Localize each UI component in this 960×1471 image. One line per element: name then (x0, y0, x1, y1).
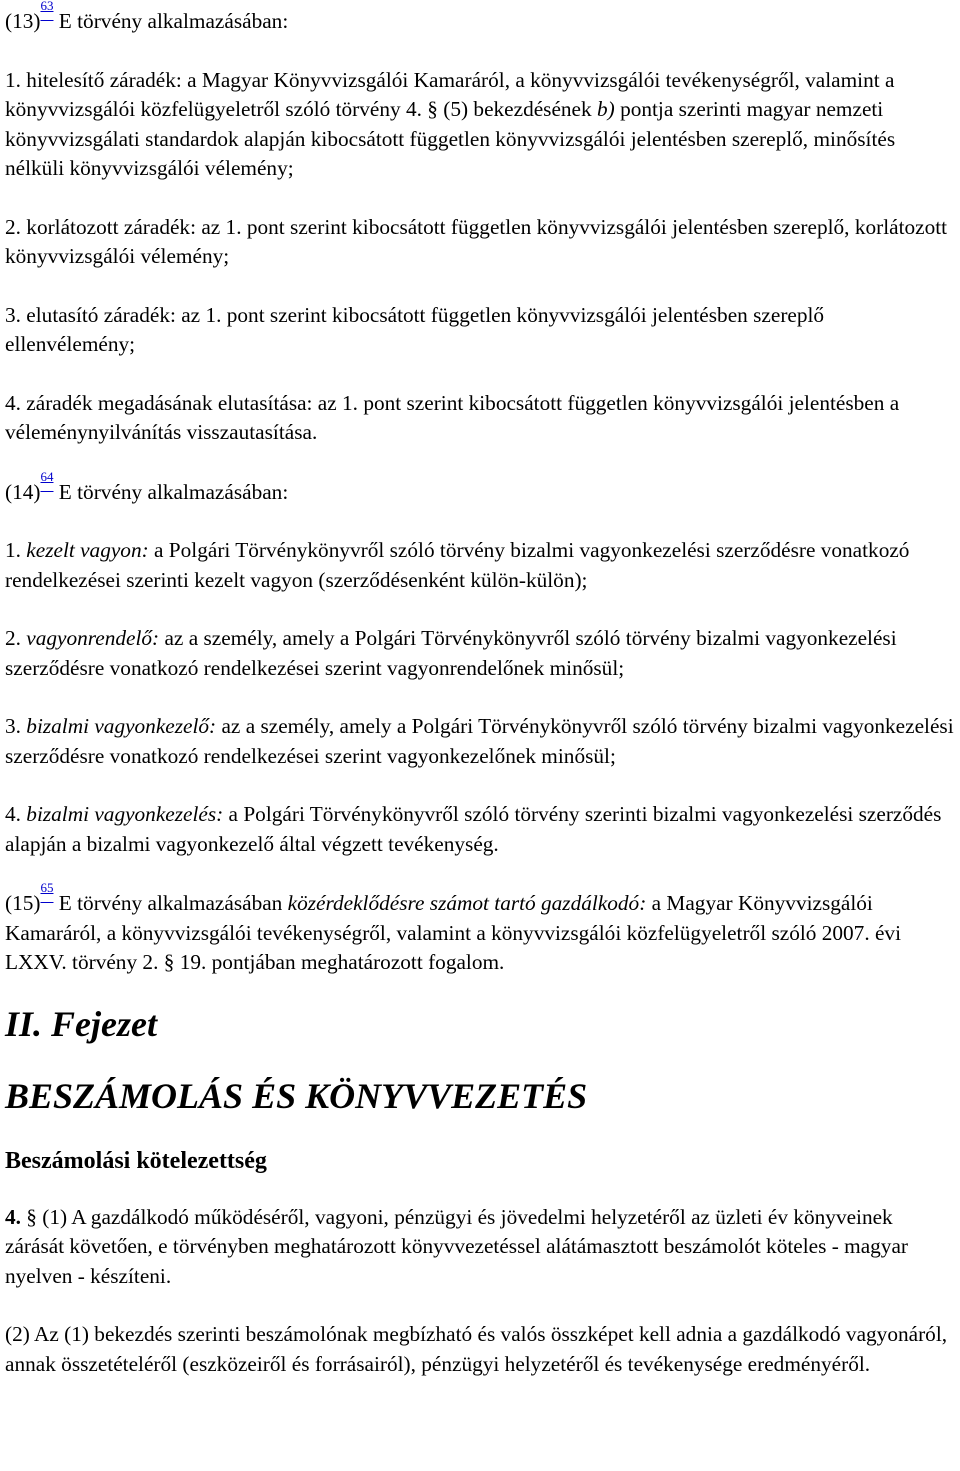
definition-item: 1. hitelesítő záradék: a Magyar Könyvvizsgálói Kamaráról, a könyvvizsgálói tevékenységről, valamint a könyvvizsgálói közfelügyeletről szóló törvény 4. § (5) bekezdésének b) pontja szerinti magyar nemzeti könyvvizsgálati standardok alapján kibocsátott független könyvvizsgálói jelentésben szereplő, minősítés nélküli könyvvizsgálói vélemény; (5, 67, 896, 180)
emphasis: b) (597, 97, 615, 121)
paragraph-15: $(15)^{65}$ E törvény alkalmazásában közérdeklődésre számot tartó gazdálkodó: a Magyar Könyvvizsgálói Kamaráról, a könyvvizsgálói tevékenységről, valamint a könyvvizsgálói közfelügyeletről szóló 2007. évi LXXV. törvény 2. § 19. pontjában meghatározott fogalom. (5, 880, 901, 974)
definition-item: 2. korlátozott záradék: az 1. pont szerint kibocsátott független könyvvizsgálói jelentésben szereplő, korlátozott könyvvizsgálói vélemény; (5, 214, 948, 268)
section-number: 4. (5, 1204, 21, 1229)
defined-term: vagyonrendelő: (26, 626, 160, 650)
section-4-paragraph-2: (2) Az (1) bekezdés szerinti beszámolónak megbízható és valós összképet kell adnia a gazdálkodó vagyonáról, annak összetételéről (eszközeiről és forrásairól), pénzügyi helyzetéről és tevékenysége eredményéről. (5, 1322, 948, 1376)
document-page (5, 0, 955, 1379)
paragraph-text: E törvény alkalmazásában: (53, 479, 289, 504)
defined-term: kezelt vagyon: (26, 538, 149, 562)
paragraph-text: E törvény alkalmazásában: (53, 9, 289, 33)
defined-term: bizalmi vagyonkezelés: (26, 802, 224, 826)
paragraph-number: (13) (5, 9, 41, 33)
definition-item: 3. bizalmi vagyonkezelő: az a személy, amely a Polgári Törvénykönyvről szóló törvény bizalmi vagyonkezelési szerződésre vonatkozó rendelkezései szerint vagyonkezelőnek minősül; (5, 714, 954, 768)
definition-item: 3. elutasító záradék: az 1. pont szerint kibocsátott független könyvvizsgálói jelentésben szereplő ellenvélemény; (5, 302, 825, 356)
paragraph-13-intro (5, 0, 955, 37)
defined-term: bizalmi vagyonkezelő: (26, 714, 217, 738)
chapter-number: II. Fejezet (5, 1003, 157, 1044)
footnote-link-63[interactable]: 63 (40, 0, 54, 13)
footnote-link-65[interactable]: 65 (40, 880, 54, 895)
chapter-title: BESZÁMOLÁS ÉS KÖNYVVEZETÉS (5, 1075, 588, 1116)
section-4-paragraph-1: 4. § (1) A gazdálkodó működéséről, vagyoni, pénzügyi és jövedelmi helyzetéről az üzleti év könyveinek zárását követően, e törvényben meghatározott könyvvezetéssel alátámasztott beszámolót köteles - magyar nyelven - készíteni. (5, 1204, 908, 1288)
paragraph-14-intro (5, 468, 955, 508)
definition-item: 1. kezelt vagyon: a Polgári Törvénykönyvről szóló törvény bizalmi vagyonkezelési szerződésre vonatkozó rendelkezései szerinti kezelt vagyon (szerződésenként külön-külön); (5, 538, 910, 592)
footnote-link-64[interactable]: 64 (40, 468, 54, 484)
section-title: Beszámolási kötelezettség (5, 1147, 267, 1174)
definition-item: 2. vagyonrendelő: az a személy, amely a Polgári Törvénykönyvről szóló törvény bizalmi vagyonkezelési szerződésre vonatkozó rendelkezései szerint vagyonrendelőnek minősül; (5, 626, 897, 680)
definition-item: 4. bizalmi vagyonkezelés: a Polgári Törvénykönyvről szóló törvény szerinti bizalmi vagyonkezelési szerződés alapján a bizalmi vagyonkezelő által végzett tevékenység. (5, 802, 942, 856)
defined-term: közérdeklődésre számot tartó gazdálkodó: (287, 891, 647, 915)
paragraph-number: (15) (5, 891, 41, 915)
definition-item: 4. záradék megadásának elutasítása: az 1. pont szerint kibocsátott független könyvvizsgálói jelentésben a véleménynyilvánítás visszautasítása. (5, 390, 900, 444)
paragraph-number: (14) (5, 479, 41, 504)
